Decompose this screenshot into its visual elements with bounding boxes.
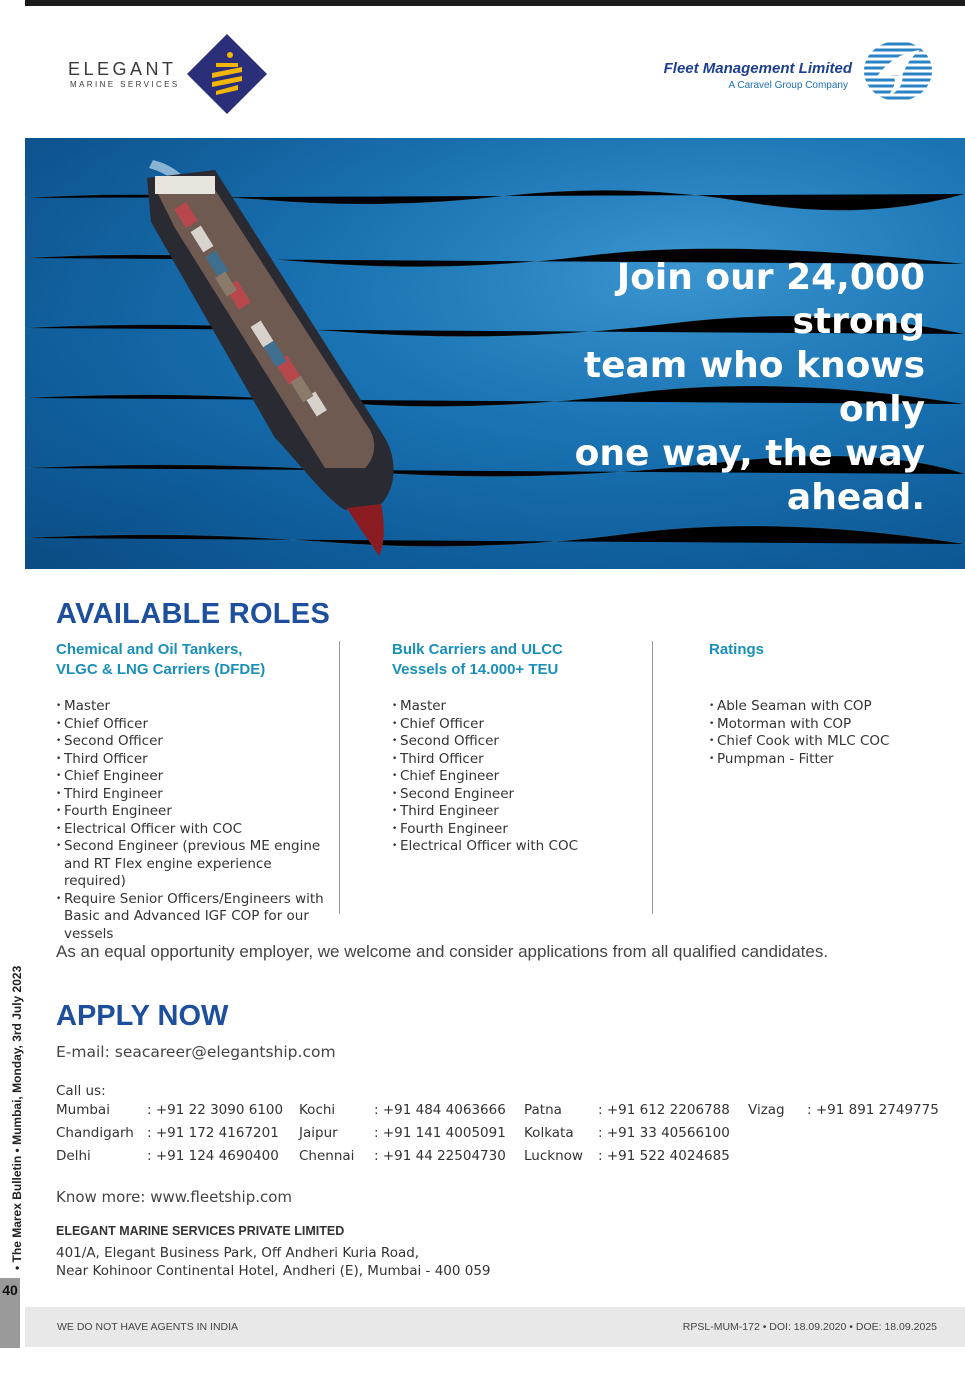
phone-number[interactable]: : +91 33 40566100 [598, 1125, 730, 1141]
fleet-globe-icon [858, 38, 934, 104]
elegant-wordmark: ELEGANT [68, 59, 177, 79]
elegant-diamond-icon [186, 33, 268, 115]
apply-title: APPLY NOW [56, 1000, 229, 1032]
phone-number[interactable]: : +91 124 4690400 [147, 1148, 279, 1164]
hero-line: Join our 24,000 strong [616, 257, 925, 342]
heading-line: VLGC & LNG Carriers (DFDE) [56, 661, 266, 678]
list-item: • Master [392, 698, 642, 716]
city-label: Vizag [748, 1102, 785, 1118]
column-heading [56, 640, 326, 680]
fleet-subtitle: A Caravel Group Company [728, 80, 848, 91]
column-divider [652, 641, 653, 914]
page-number: 40 [2, 1282, 18, 1298]
equal-opportunity-statement: As an equal opportunity employer, we welcome and consider applications from all qualified candidates. [56, 942, 829, 961]
phone-number[interactable]: : +91 522 4024685 [598, 1148, 730, 1164]
address-line: Near Kohinoor Continental Hotel, Andheri (E), Mumbai - 400 059 [56, 1263, 491, 1279]
role-list [56, 698, 326, 943]
city-label: Jaipur [299, 1125, 338, 1141]
list-item: • Second Officer [392, 733, 642, 751]
list-item: • Fourth Engineer [56, 803, 326, 821]
city-label: Delhi [56, 1148, 91, 1164]
heading-line: Chemical and Oil Tankers, [56, 641, 243, 658]
list-item: • Require Senior Officers/Engineers with Basic and Advanced IGF COP for our vessels [56, 891, 326, 944]
fleet-name: Fleet Management Limited [663, 60, 852, 77]
list-item: • Third Engineer [56, 786, 326, 804]
city-label: Kochi [299, 1102, 336, 1118]
phone-number[interactable]: : +91 612 2206788 [598, 1102, 730, 1118]
list-item: • Electrical Officer with COC [392, 838, 642, 856]
company-address [56, 1244, 491, 1280]
role-list [392, 698, 642, 856]
email-link[interactable]: E-mail: seacareer@elegantship.com [56, 1043, 336, 1061]
phone-number[interactable]: : +91 172 4167201 [147, 1125, 279, 1141]
hero-headline [525, 256, 925, 520]
city-label: Mumbai [56, 1102, 110, 1118]
phone-number[interactable]: : +91 891 2749775 [807, 1102, 939, 1118]
top-rule [25, 0, 965, 6]
elegant-subtitle: MARINE SERVICES [70, 80, 180, 89]
list-item: • Third Engineer [392, 803, 642, 821]
list-item: • Second Engineer [392, 786, 642, 804]
publication-strip: • The Marex Bulletin • Mumbai, Monday, 3rd July 2023 [10, 965, 24, 1270]
list-item: • Second Engineer (previous ME engine and RT Flex engine experience required) [56, 838, 326, 891]
heading-line: Vessels of 14.000+ TEU [392, 661, 559, 678]
website-link[interactable]: Know more: www.fleetship.com [56, 1188, 293, 1206]
footer-bar [25, 1307, 965, 1347]
role-list [709, 698, 949, 768]
hero-line: ahead. [786, 477, 925, 518]
list-item: • Third Officer [56, 751, 326, 769]
column-heading [709, 640, 949, 660]
hero-line: team who knows only [583, 345, 925, 430]
list-item: • Chief Cook with MLC COC [709, 733, 949, 751]
list-item: • Motorman with COP [709, 716, 949, 734]
list-item: • Electrical Officer with COC [56, 821, 326, 839]
company-name: ELEGANT MARINE SERVICES PRIVATE LIMITED [56, 1224, 345, 1238]
list-item: • Chief Engineer [56, 768, 326, 786]
roles-column-tankers [56, 640, 326, 943]
roles-column-bulk [392, 640, 642, 856]
list-item: • Pumpman - Fitter [709, 751, 949, 769]
heading-line: Ratings [709, 641, 765, 658]
phone-number[interactable]: : +91 22 3090 6100 [147, 1102, 284, 1118]
city-label: Kolkata [524, 1125, 574, 1141]
list-item: • Chief Officer [56, 716, 326, 734]
fleet-logo [640, 38, 940, 108]
page-number-box [0, 1278, 20, 1348]
phone-number[interactable]: : +91 141 4005091 [374, 1125, 506, 1141]
city-label: Chandigarh [56, 1125, 134, 1141]
hero-banner [25, 138, 965, 569]
city-label: Lucknow [524, 1148, 583, 1164]
list-item: • Master [56, 698, 326, 716]
column-heading [392, 640, 642, 680]
list-item: • Chief Officer [392, 716, 642, 734]
footer-disclaimer: WE DO NOT HAVE AGENTS IN INDIA [57, 1321, 239, 1333]
city-label: Chennai [299, 1148, 355, 1164]
column-divider [339, 641, 340, 914]
phone-number[interactable]: : +91 44 22504730 [374, 1148, 506, 1164]
hero-line: one way, the way [574, 433, 925, 474]
roles-title: AVAILABLE ROLES [56, 598, 331, 630]
call-us-label: Call us: [56, 1083, 106, 1099]
roles-column-ratings [709, 640, 949, 768]
list-item: • Third Officer [392, 751, 642, 769]
list-item: • Fourth Engineer [392, 821, 642, 839]
footer-license: RPSL-MUM-172 • DOI: 18.09.2020 • DOE: 18.09.2025 [682, 1321, 937, 1333]
city-label: Patna [524, 1102, 562, 1118]
list-item: • Second Officer [56, 733, 326, 751]
heading-line: Bulk Carriers and ULCC [392, 641, 563, 658]
list-item: • Chief Engineer [392, 768, 642, 786]
address-line: 401/A, Elegant Business Park, Off Andheri Kuria Road, [56, 1245, 420, 1261]
list-item: • Able Seaman with COP [709, 698, 949, 716]
phone-number[interactable]: : +91 484 4063666 [374, 1102, 506, 1118]
